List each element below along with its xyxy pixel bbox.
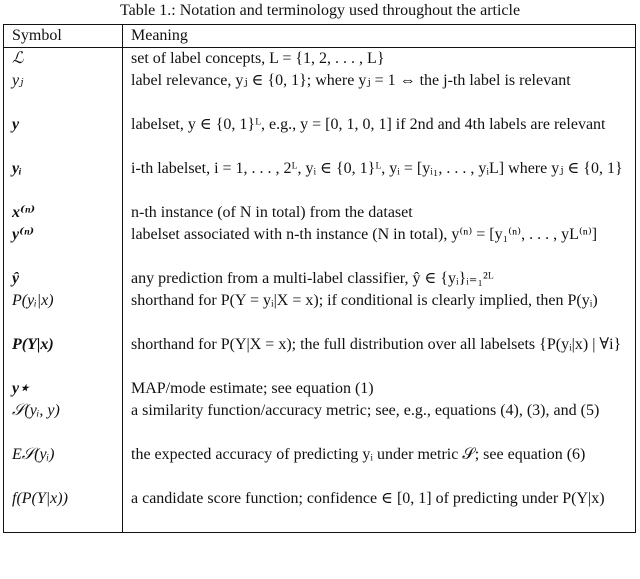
symbol-cell: x⁽ⁿ⁾ xyxy=(4,202,123,224)
table-caption: Table 1.: Notation and terminology used throughout the article xyxy=(119,2,521,19)
table-row xyxy=(4,202,636,224)
table-row xyxy=(4,290,636,334)
symbol-cell: y⋆ xyxy=(4,378,123,400)
table-row xyxy=(4,444,636,488)
meaning-cell: n-th instance (of N in total) from the dataset xyxy=(123,202,636,224)
symbol-cell: 𝒮(yᵢ, y) xyxy=(4,400,123,444)
meaning-cell: the expected accuracy of predicting yᵢ under metric 𝒮; see equation (6) xyxy=(123,444,636,488)
symbol-cell: f(P(Y|x)) xyxy=(4,488,123,532)
symbol-cell: E𝒮(yᵢ) xyxy=(4,444,123,488)
table-row xyxy=(4,378,636,400)
table-row xyxy=(4,488,636,532)
symbol-cell: ŷ xyxy=(4,268,123,290)
header-symbol: Symbol xyxy=(4,25,123,48)
meaning-cell: shorthand for P(Y|X = x); the full distribution over all labelsets {P(yᵢ|x) | ∀i} xyxy=(123,334,636,378)
meaning-cell: labelset associated with n-th instance (N in total), y⁽ⁿ⁾ = [y₁⁽ⁿ⁾, . . . , yL⁽ⁿ⁾] xyxy=(123,224,636,268)
meaning-cell: label relevance, yⱼ ∈ {0, 1}; where yⱼ = 1 ⇔ the j-th label is relevant xyxy=(123,70,636,114)
table-row xyxy=(4,268,636,290)
notation-table xyxy=(3,24,636,533)
table-row xyxy=(4,48,636,71)
symbol-cell: P(yᵢ|x) xyxy=(4,290,123,334)
table-row xyxy=(4,114,636,158)
table-row xyxy=(4,334,636,378)
meaning-cell: any prediction from a multi-label classifier, ŷ ∈ {yᵢ}ᵢ₌₁²ᴸ xyxy=(123,268,636,290)
table-row xyxy=(4,400,636,444)
table-row xyxy=(4,158,636,202)
meaning-cell: shorthand for P(Y = yᵢ|X = x); if conditional is clearly implied, then P(yᵢ) xyxy=(123,290,636,334)
table-header-row xyxy=(4,25,636,48)
meaning-cell: a similarity function/accuracy metric; see, e.g., equations (4), (3), and (5) xyxy=(123,400,636,444)
symbol-cell: y⁽ⁿ⁾ xyxy=(4,224,123,268)
meaning-cell: i-th labelset, i = 1, . . . , 2ᴸ, yᵢ ∈ {0, 1}ᴸ, yᵢ = [yᵢ₁, . . . , yᵢL] where yⱼ ∈ {0, 1} xyxy=(123,158,636,202)
table-row xyxy=(4,70,636,114)
meaning-cell: labelset, y ∈ {0, 1}ᴸ, e.g., y = [0, 1, 0, 1] if 2nd and 4th labels are relevant xyxy=(123,114,636,158)
symbol-cell: y xyxy=(4,114,123,158)
header-meaning: Meaning xyxy=(123,25,636,48)
meaning-cell: set of label concepts, L = {1, 2, . . . , L} xyxy=(123,48,636,71)
meaning-cell: MAP/mode estimate; see equation (1) xyxy=(123,378,636,400)
symbol-cell: yⱼ xyxy=(4,70,123,114)
symbol-cell: yᵢ xyxy=(4,158,123,202)
meaning-cell: a candidate score function; confidence ∈ [0, 1] of predicting under P(Y|x) xyxy=(123,488,636,532)
table-row xyxy=(4,224,636,268)
symbol-cell: P(Y|x) xyxy=(4,334,123,378)
symbol-cell: ℒ xyxy=(4,48,123,71)
